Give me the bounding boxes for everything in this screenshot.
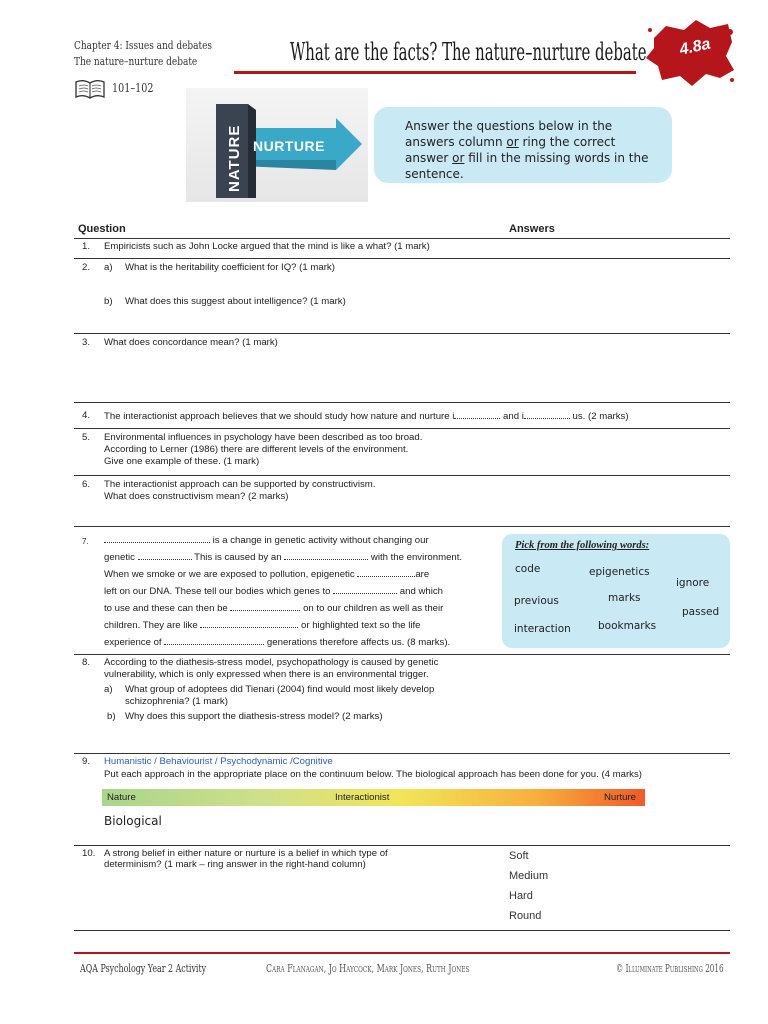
column-header-answers: Answers [509, 223, 555, 235]
instructions-part-3: fill in the missing words in the sentence. [405, 151, 649, 181]
q7-text-7a: experience of [104, 637, 165, 648]
nature-pillar-label: NATURE [226, 124, 243, 192]
q10-option[interactable]: Soft [509, 850, 529, 862]
q8-number: 8. [82, 657, 91, 668]
q7-text-3a: When we smoke or we are exposed to pollution, epigenetic [104, 569, 358, 580]
q4-text-c: us. (2 marks) [569, 411, 629, 422]
instructions-text [405, 118, 655, 182]
q7-text-2b: This is caused by an [191, 552, 285, 563]
nurture-arrow-label: NURTURE [253, 138, 325, 154]
instructions-or-2: or [452, 151, 465, 165]
word-bank-word: bookmarks [598, 620, 657, 632]
q4-blank-1[interactable] [454, 410, 500, 419]
q2a-label: a) [104, 262, 113, 273]
q7-line-3 [104, 568, 429, 582]
q8b-text: Why does this support the diathesis-stress model? (2 marks) [125, 711, 383, 722]
q7-text-2c: with the environment. [368, 552, 463, 563]
footer-rule [74, 952, 730, 954]
row-divider [74, 428, 730, 429]
word-bank-word: passed [682, 606, 720, 618]
q7-text-3b: are [415, 569, 430, 580]
footer-left: AQA Psychology Year 2 Activity [80, 962, 207, 975]
row-divider [74, 238, 730, 239]
q7-number: 7. [82, 537, 89, 546]
q10-option[interactable]: Round [509, 910, 542, 922]
row-divider [74, 333, 730, 334]
q7-blank-2[interactable] [138, 551, 192, 560]
row-divider [74, 475, 730, 476]
q7-text-5a: to use and these can then be [104, 603, 231, 614]
instructions-or-1: or [506, 135, 519, 149]
word-bank-word: interaction [514, 623, 571, 635]
q6-line-2: What does constructivism mean? (2 marks) [104, 491, 289, 502]
q2b-text: What does this suggest about intelligence? (1 mark) [125, 296, 346, 307]
q4-text-a: The interactionist approach believes that we should study how nature and nurture i [104, 411, 455, 422]
q8a-line-2: schizophrenia? (1 mark) [125, 696, 228, 707]
q3-text: What does concordance mean? (1 mark) [104, 337, 278, 348]
q7-line-6 [104, 619, 420, 633]
q5-line-1: Environmental influences in psychology have been described as too broad. [104, 432, 423, 443]
q7-line-2 [104, 551, 462, 565]
q7-blank-5[interactable] [333, 585, 397, 594]
q6-number: 6. [82, 479, 91, 490]
q8a-label: a) [104, 684, 113, 695]
q7-blank-1[interactable] [104, 534, 210, 543]
q9-number: 9. [82, 756, 91, 767]
word-bank-word: marks [608, 592, 641, 604]
continuum-label-nurture: Nurture [604, 792, 636, 803]
q8-line-1: According to the diathesis-stress model, psychopathology is caused by genetic [104, 657, 439, 668]
q10-option[interactable]: Medium [509, 870, 549, 882]
q4-text-b: and i [500, 411, 524, 422]
q1-text: Empiricists such as John Locke argued that the mind is like a what? (1 mark) [104, 241, 430, 252]
row-divider [74, 258, 730, 259]
q6-line-1: The interactionist approach can be supported by constructivism. [104, 479, 376, 490]
footer-middle: Cara Flanagan, Jo Haycock, Mark Jones, Ruth Jones [266, 962, 470, 975]
q4-text [104, 410, 629, 423]
q10-line-2: determinism? (1 mark – ring answer in the right-hand column) [104, 859, 366, 870]
q7-line-7 [104, 636, 450, 650]
column-header-question: Question [78, 223, 126, 235]
q5-line-3: Give one example of these. (1 mark) [104, 456, 260, 467]
q8-line-2: vulnerability, which is only expressed when there is an environmental trigger. [104, 669, 429, 680]
row-divider [74, 845, 730, 846]
q2b-label: b) [104, 296, 113, 307]
word-bank-word: ignore [676, 577, 710, 589]
q9-approaches: Humanistic / Behaviourist / Psychodynamic /Cognitive [104, 756, 333, 767]
row-divider [74, 402, 730, 403]
q7-line-4 [104, 585, 443, 599]
row-divider [74, 526, 730, 527]
q1-number: 1. [82, 241, 91, 252]
q7-blank-7[interactable] [200, 619, 298, 628]
q10-number: 10. [82, 848, 96, 859]
q7-blank-3[interactable] [284, 551, 368, 560]
q5-line-2: According to Lerner (1986) there are different levels of the environment. [104, 444, 409, 455]
q7-text-6a: children. They are like [104, 620, 201, 631]
q7-text-1: is a change in genetic activity without changing our [210, 535, 429, 546]
q7-line-5 [104, 602, 443, 616]
word-bank-title: Pick from the following words: [515, 540, 650, 551]
q7-text-2a: genetic [104, 552, 138, 563]
q7-text-5b: on to our children as well as their [300, 603, 444, 614]
q4-blank-2[interactable] [524, 410, 570, 419]
q7-text-6b: or highlighted text so the life [298, 620, 421, 631]
continuum-label-interactionist: Interactionist [335, 792, 390, 803]
q7-blank-4[interactable] [357, 568, 415, 577]
q3-number: 3. [82, 337, 91, 348]
section-badge-label: 4.8a [678, 35, 712, 59]
q5-number: 5. [82, 432, 91, 443]
row-divider [74, 930, 730, 931]
q2a-text: What is the heritability coefficient for IQ? (1 mark) [125, 262, 335, 273]
chapter-line-2: The nature–nurture debate [74, 54, 198, 68]
page-title: What are the facts? The nature–nurture debate [290, 38, 647, 66]
word-bank-word: code [515, 563, 541, 575]
word-bank-word: previous [514, 595, 559, 607]
q2-number: 2. [82, 262, 91, 273]
row-divider [74, 654, 730, 655]
page-reference: 101–102 [112, 81, 154, 95]
instructions-part-1: Answer the questions below in the answers column [405, 119, 613, 149]
q7-blank-6[interactable] [230, 602, 300, 611]
book-icon [74, 78, 106, 100]
q7-text-7b: generations therefore affects us. (8 marks). [264, 637, 451, 648]
q4-number: 4. [82, 410, 91, 421]
instructions-part-2: ring the correct answer [405, 135, 616, 165]
q7-text-4a: left on our DNA. These tell our bodies which genes to [104, 586, 334, 597]
continuum-label-nature: Nature [107, 792, 136, 803]
footer-right: © Illuminate Publishing 2016 [616, 962, 724, 975]
q9-instruction: Put each approach in the appropriate place on the continuum below. The biological approach has been done for you. (4 marks) [104, 769, 642, 780]
chapter-line-1: Chapter 4: Issues and debates [74, 38, 213, 52]
title-underline [234, 71, 636, 74]
word-bank-word: epigenetics [589, 566, 650, 578]
q8a-line-1: What group of adoptees did Tienari (2004) find would most likely develop [125, 684, 435, 695]
q7-line-1 [104, 534, 429, 548]
placed-approach-biological: Biological [104, 814, 162, 828]
row-divider [74, 753, 730, 754]
q10-line-1: A strong belief in either nature or nurture is a belief in which type of [104, 848, 388, 859]
q7-blank-8[interactable] [164, 636, 264, 645]
q8b-label: b) [107, 711, 116, 722]
q7-text-4b: and which [397, 586, 444, 597]
q10-option[interactable]: Hard [509, 890, 533, 902]
